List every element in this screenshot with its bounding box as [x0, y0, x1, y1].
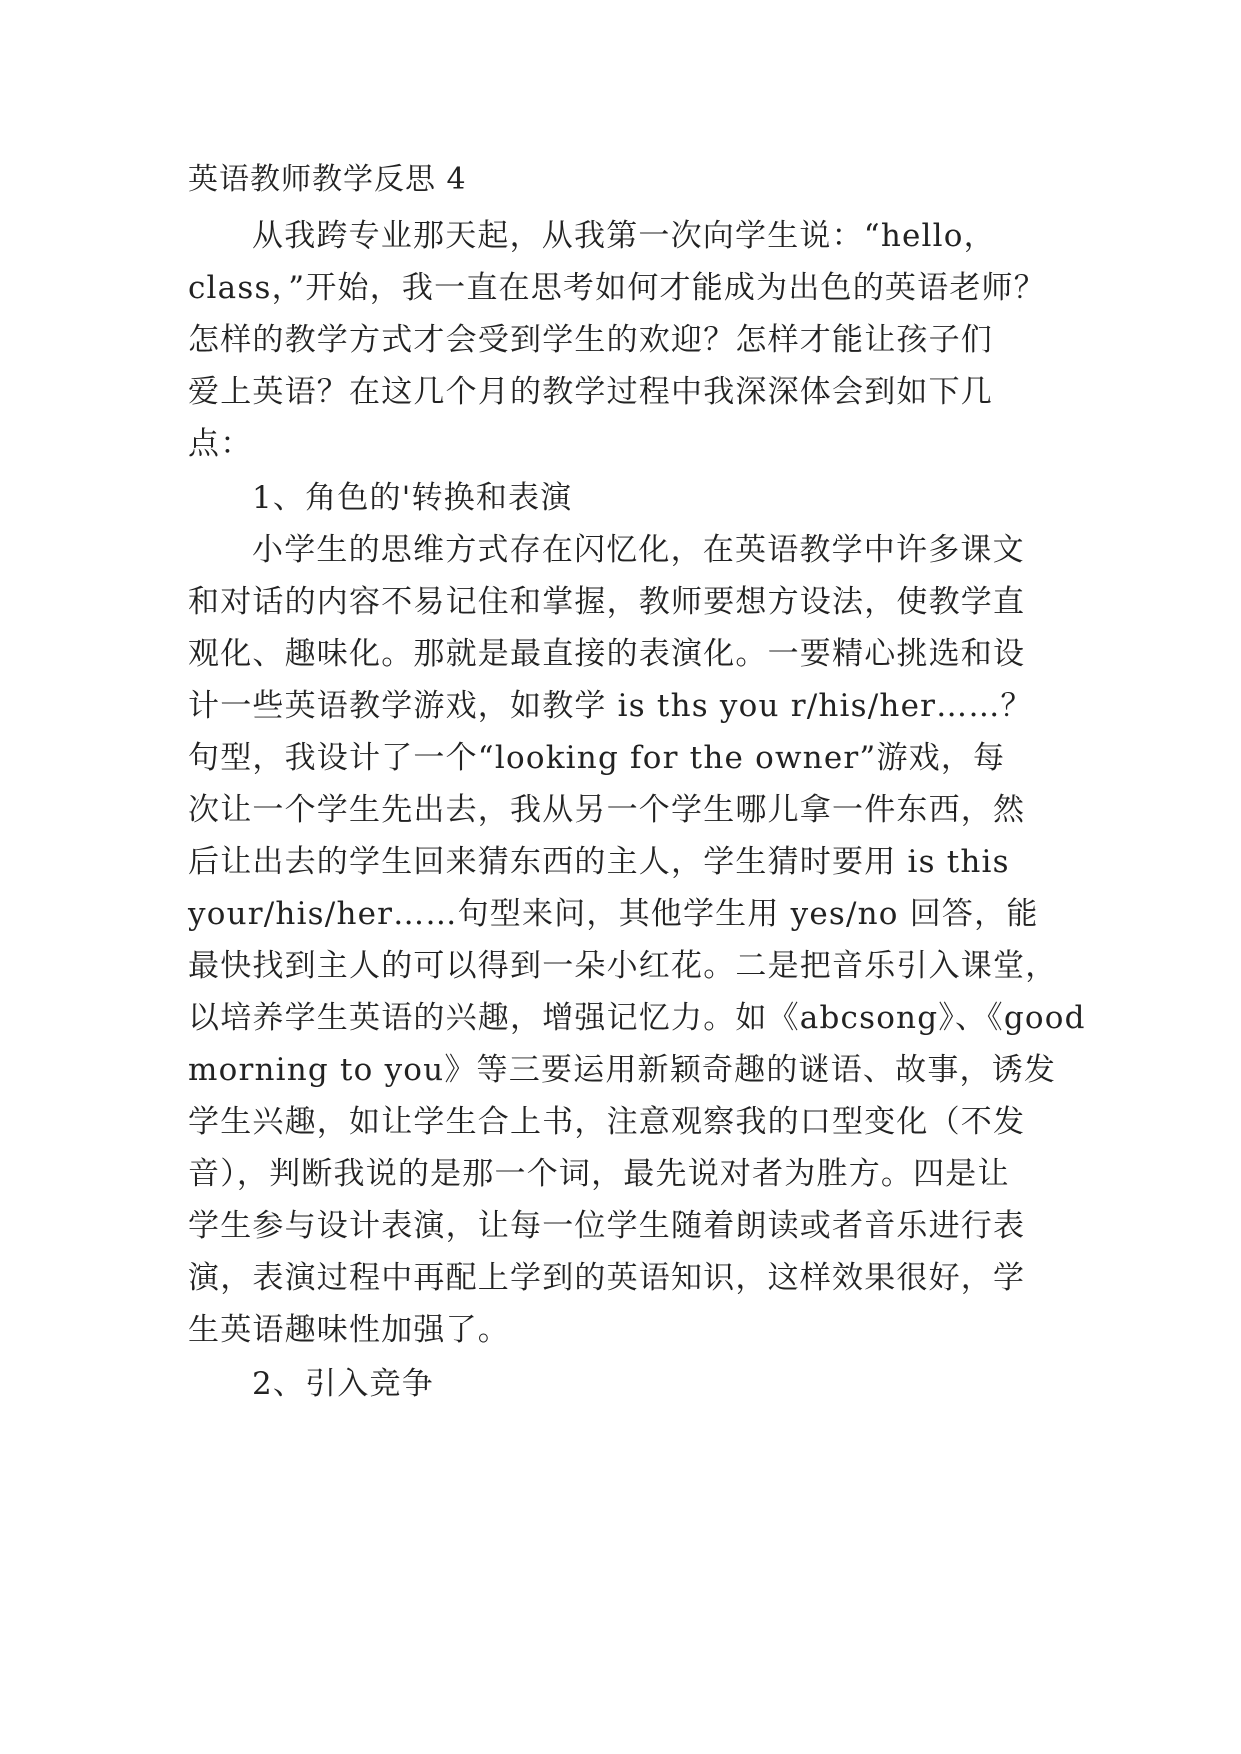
section-heading: 2、引入竞争 [252, 1366, 434, 1402]
paragraph-line: 次让一个学生先出去，我从另一个学生哪儿拿一件东西，然 [188, 792, 1026, 828]
paragraph-line: 以培养学生英语的兴趣，增强记忆力。如《abcsong》、《good [188, 1000, 1086, 1036]
section-heading: 1、角色的'转换和表演 [252, 480, 573, 516]
document-title: 英语教师教学反思 4 [188, 162, 467, 197]
paragraph-line: 和对话的内容不易记住和掌握，教师要想方设法，使教学直 [188, 584, 1026, 620]
paragraph-line: class，”开始，我一直在思考如何才能成为出色的英语老师？ [188, 270, 1046, 306]
paragraph-line: 学生参与设计表演，让每一位学生随着朗读或者音乐进行表 [188, 1208, 1026, 1244]
paragraph-line: 演，表演过程中再配上学到的英语知识，这样效果很好，学 [188, 1260, 1026, 1296]
paragraph-line: 学生兴趣，如让学生合上书，注意观察我的口型变化（不发 [188, 1104, 1026, 1140]
paragraph-line: 观化、趣味化。那就是最直接的表演化。一要精心挑选和设 [188, 636, 1026, 672]
paragraph-line: morning to you》等三要运用新颖奇趣的谜语、故事，诱发 [188, 1052, 1057, 1088]
paragraph-line: 怎样的教学方式才会受到学生的欢迎？怎样才能让孩子们 [188, 322, 993, 358]
paragraph-line: 爱上英语？在这几个月的教学过程中我深深体会到如下几 [188, 374, 993, 410]
paragraph-line: 小学生的思维方式存在闪忆化，在英语教学中许多课文 [252, 532, 1025, 568]
paragraph-line: 后让出去的学生回来猜东西的主人，学生猜时要用 is this [188, 844, 1010, 880]
paragraph-line: 生英语趣味性加强了。 [188, 1312, 510, 1348]
paragraph-line: 从我跨专业那天起，从我第一次向学生说：“hello， [252, 218, 996, 254]
paragraph-line: 句型，我设计了一个“looking for the owner”游戏，每 [188, 740, 1006, 776]
paragraph-line: 最快找到主人的可以得到一朵小红花。二是把音乐引入课堂， [188, 948, 1058, 984]
paragraph-line: your/his/her……句型来问，其他学生用 yes/no 回答，能 [188, 896, 1039, 932]
paragraph-line: 计一些英语教学游戏，如教学 is ths you r/his/her……？ [188, 688, 1033, 724]
paragraph-line: 音），判断我说的是那一个词，最先说对者为胜方。四是让 [188, 1156, 1010, 1192]
paragraph-line: 点： [188, 426, 253, 462]
